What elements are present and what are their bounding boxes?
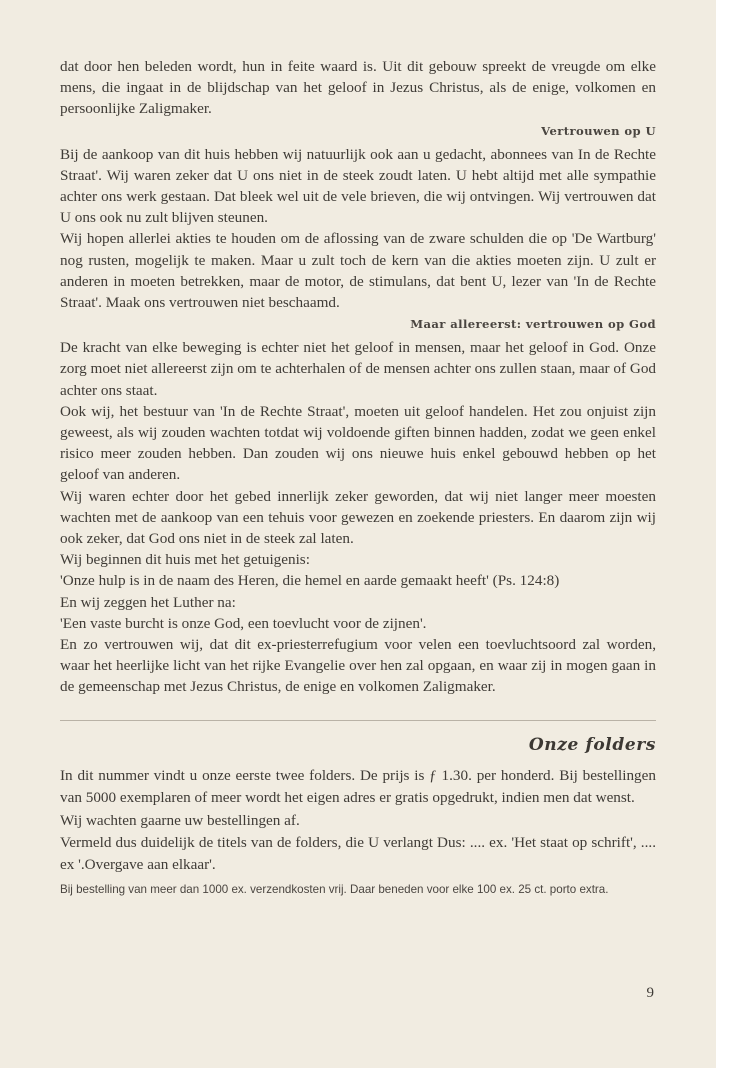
intro-paragraph: dat door hen beleden wordt, hun in feite waard is. Uit dit gebouw spreekt de vreugde om elke mens, die ingaat in de blijdschap van het geloof in Jezus Christus, als de enige, volkomen en persoonlijke Zaligmaker.: [60, 58, 656, 118]
section-heading-vertrouwen-op-u: Vertrouwen op U: [541, 123, 656, 138]
quote-psalm: 'Onze hulp is in de naam des Heren, die hemel en aarde gemaakt heeft' (Ps. 124:8): [60, 572, 560, 590]
paragraph-kracht: De kracht van elke beweging is echter niet het geloof in mensen, maar het geloof in God. Onze zorg moet niet allereerst zijn om te achterhalen of de mensen achter ons zullen staan, maar of God achter ons staat.: [60, 339, 657, 399]
paragraph-getuigenis: Wij beginnen dit huis met het getuigenis:: [60, 551, 310, 569]
folders-footnote: Bij bestelling van meer dan 1000 ex. verzendkosten vrij. Daar beneden voor elke 100 ex. 25 ct. porto extra.: [60, 882, 609, 896]
quote-luther: 'Een vaste burcht is onze God, een toevlucht voor de zijnen'.: [60, 614, 427, 632]
folders-paragraph-wachten: Wij wachten gaarne uw bestellingen af.: [60, 811, 300, 829]
paragraph-aankoop: Bij de aankoop van dit huis hebben wij natuurlijk ook aan u gedacht, abonnees van In de Rechte Straat'. Wij waren zeker dat U ons niet in de steek zoudt laten. U hebt altijd met alle sympathie achter ons werk gestaan. Dat bleek wel uit de vele brieven, die wij ontvingen. Wij vertrouwen dat U ons ook nu zult blijven steunen.: [60, 145, 656, 227]
page-edge: [716, 0, 738, 1068]
paragraph-bestuur: Ook wij, het bestuur van 'In de Rechte Straat', moeten uit geloof handelen. Het zou onjuist zijn geweest, als wij zouden wachten totdat wij voldoende giften binnen hadden, zodat we geen enkel risico meer zouden hebben. Dan zouden wij ons nieuwe huis enkel gebouwd hebben op het geloof van anderen.: [60, 402, 656, 484]
page-number: 9: [646, 985, 654, 1001]
folders-paragraph-prijs: In dit nummer vindt u onze eerste twee folders. De prijs is ƒ 1.30. per honderd. Bij bestellingen van 5000 exemplaren of meer wordt het eigen adres er gratis opgedrukt, indien men dat wenst.: [60, 766, 656, 807]
page-content: [60, 56, 656, 897]
folders-title: Onze folders: [528, 734, 656, 755]
section-heading-vertrouwen-op-god: Maar allereerst: vertrouwen op God: [410, 317, 656, 332]
paragraph-akties: Wij hopen allerlei akties te houden om de aflossing van de zware schulden die op 'De Wartburg' nog rusten, mogelijk te maken. Maar u zult toch de kern van die akties moeten zijn. U zult er anderen in moeten betrekken, maar de motor, de stimulans, dat bent U, lezer van 'In de Rechte Straat'. Maak ons vertrouwen niet beschaamd.: [60, 230, 656, 312]
folders-paragraph-titels: Vermeld dus duidelijk de titels van de folders, die U verlangt Dus: .... ex. 'Het staat op schrift', .... ex '.Overgave aan elkaar'.: [60, 833, 656, 874]
section-divider: [60, 720, 656, 721]
paragraph-gebed: Wij waren echter door het gebed innerlijk zeker geworden, dat wij niet langer meer moesten wachten met de aankoop van een tehuis voor gewezen en zoekende priesters. En daarom zijn wij ook zeker, dat God ons niet in de steek zal laten.: [60, 487, 656, 548]
paragraph-luther: En wij zeggen het Luther na:: [60, 593, 236, 611]
paragraph-refugium: En zo vertrouwen wij, dat dit ex-priesterrefugium voor velen een toevluchtsoord zal worden, waar het heerlijke licht van het rijke Evangelie over hen zal opgaan, en waar zij in mogen gaan in de gemeenschap met Jezus Christus, de enige en volkomen Zaligmaker.: [60, 636, 656, 696]
